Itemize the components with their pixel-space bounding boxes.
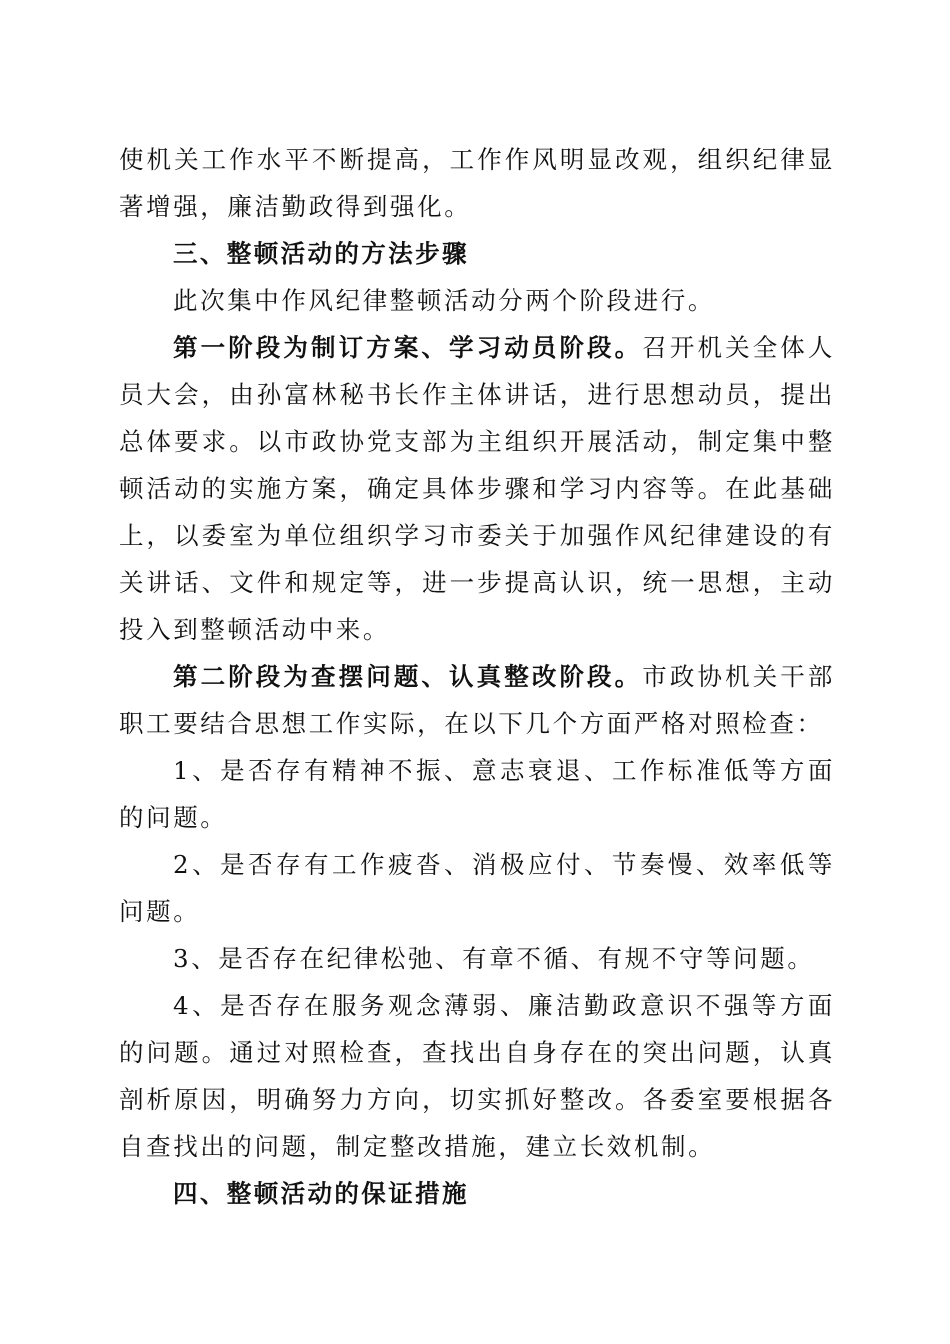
paragraph-stage-one xyxy=(119,324,835,653)
list-item-text: 1、是否存有精神不振、意志衰退、工作标准低等方面的问题。 xyxy=(119,756,835,832)
paragraph-continuation xyxy=(119,136,835,230)
list-item-text: 3、是否存在纪律松弛、有章不循、有规不守等问题。 xyxy=(173,944,815,973)
stage-one-lead: 第一阶段为制订方案、学习动员阶段。 xyxy=(173,333,643,362)
section-heading-text: 三、整顿活动的方法步骤 xyxy=(173,239,469,268)
section-heading-4 xyxy=(119,1170,835,1217)
document-body xyxy=(119,136,835,1217)
list-item-text: 2、是否存有工作疲沓、消极应付、节奏慢、效率低等问题。 xyxy=(119,850,835,926)
paragraph-text: 此次集中作风纪律整顿活动分两个阶段进行。 xyxy=(173,286,715,315)
paragraph-text: 市政协机关干部职工要结合思想工作实际，在以下几个方面严格对照检查： xyxy=(119,662,836,738)
paragraph-text: 使机关工作水平不断提高，工作作风明显改观，组织纪律显著增强，廉洁勤政得到强化。 xyxy=(119,145,835,221)
section-heading-3 xyxy=(119,230,835,277)
list-item-4 xyxy=(119,982,835,1170)
paragraph-text: 召开机关全体人员大会，由孙富林秘书长作主体讲话，进行思想动员，提出总体要求。以市政协党支部为主组织开展活动，制定集中整顿活动的实施方案，确定具体步骤和学习内容等。在此基础上，以委室为单位组织学习市委关于加强作风纪律建设的有关讲话、文件和规定等，进一步提高认识，统一思想，主动投入到整顿活动中来。 xyxy=(119,333,836,644)
paragraph-two-stages xyxy=(119,277,835,324)
list-item-3 xyxy=(119,935,835,982)
list-item-2 xyxy=(119,841,835,935)
section-heading-text: 四、整顿活动的保证措施 xyxy=(173,1179,469,1208)
list-item-1 xyxy=(119,747,835,841)
paragraph-stage-two xyxy=(119,653,835,747)
list-item-text: 4、是否存在服务观念薄弱、廉洁勤政意识不强等方面的问题。通过对照检查，查找出自身存在的突出问题，认真剖析原因，明确努力方向，切实抓好整改。各委室要根据各自查找出的问题，制定整改措施，建立长效机制。 xyxy=(119,991,835,1161)
stage-two-lead: 第二阶段为查摆问题、认真整改阶段。 xyxy=(173,662,643,691)
